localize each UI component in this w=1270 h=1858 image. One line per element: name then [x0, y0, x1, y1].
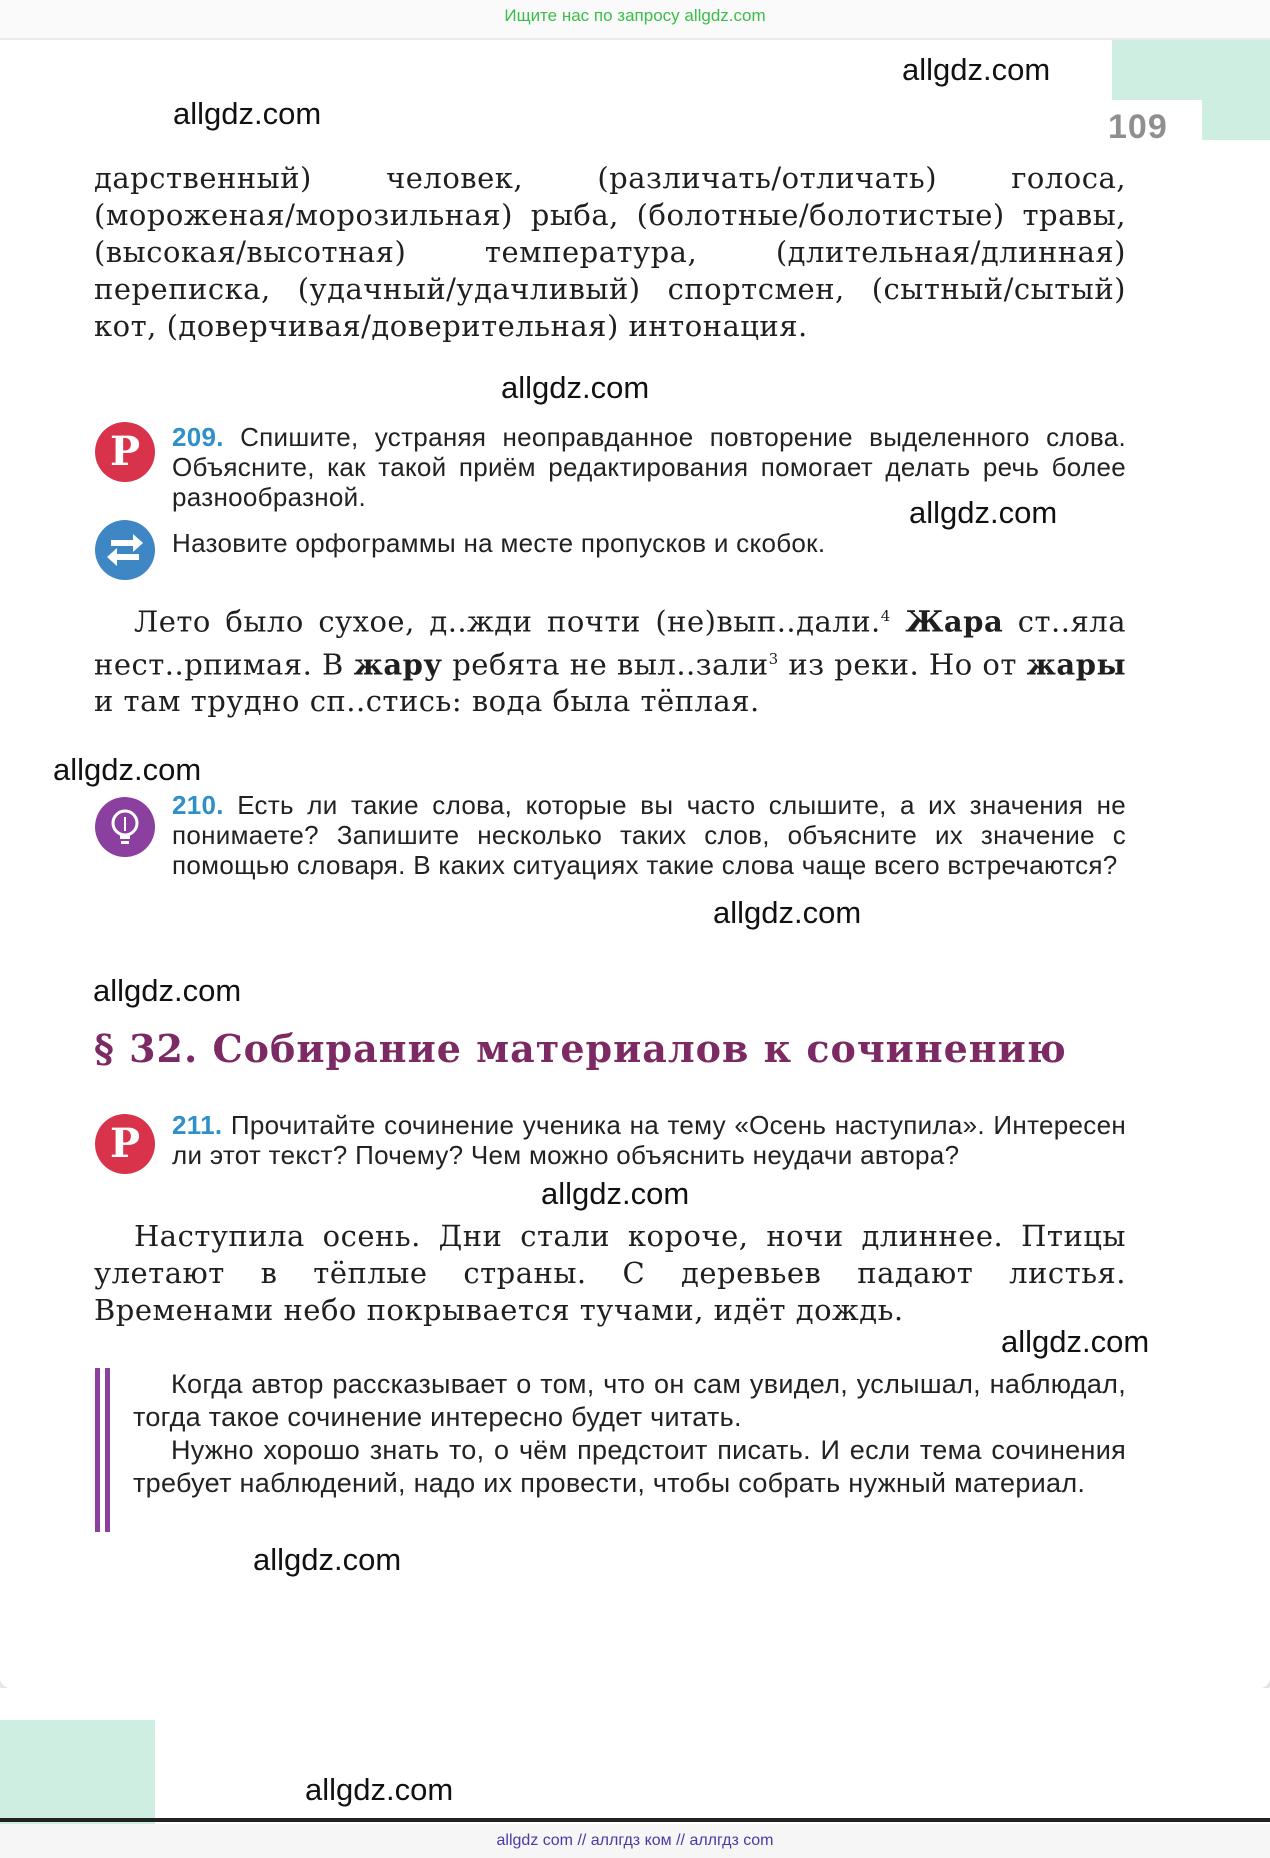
- top-banner[interactable]: [0, 0, 1270, 38]
- lightbulb-icon: [95, 797, 155, 857]
- essay-text: Наступила осень. Дни стали короче, ночи длиннее. Птицы улетают в тёплые страны. С деревьев падают листья. Временами небо покрывается тучами, идёт дождь.: [94, 1219, 1126, 1327]
- intro-paragraph: дарственный) человек, (различать/отличать) голоса, (мороженая/морозильная) рыба, (болотные/болотистые) травы, (высокая/высотная) температура, (длительная/длинная) переписка, (удачный/удачливый) спортсмен, (сытный/сытый) кот, (доверчивая/доверительная) интонация.: [94, 161, 1126, 343]
- footer[interactable]: [0, 1824, 1270, 1858]
- task-210-number: 210.: [172, 790, 224, 820]
- task-209-subtext: Назовите орфограммы на месте пропусков и скобок.: [172, 528, 826, 558]
- redaction-p-icon: Р: [95, 1114, 155, 1174]
- watermark: allgdz.com: [902, 52, 1051, 87]
- rule-bar: [105, 1368, 110, 1532]
- exercise-text: Лето было сухое, д..жди почти (не)вып..дали.$^4$ Жара ст..яла нест..рпимая. В жару ребята не выл..зали$^3$ из реки. Но от жары и там трудно сп..стись: вода была тёплая.: [94, 604, 1127, 719]
- task-209-text: Спишите, устраняя неоправданное повторение выделенного слова. Объясните, как такой приём редактирования помогает делать речь более разнообразной.: [172, 422, 1126, 512]
- repeat-arrows-icon: [95, 520, 155, 580]
- next-page-tab: [0, 1720, 155, 1833]
- rule-bar: [95, 1368, 100, 1532]
- watermark: allgdz.com: [1001, 1324, 1150, 1359]
- watermark: allgdz.com: [173, 96, 322, 131]
- watermark: allgdz.com: [253, 1542, 402, 1577]
- task-211-number: 211.: [172, 1110, 223, 1140]
- page-number: 109: [1108, 108, 1168, 146]
- next-page-strip: [0, 1688, 1270, 1833]
- footer-text: allgdz com // аллгдз ком // аллгдз com: [496, 1832, 774, 1849]
- watermark: allgdz.com: [713, 895, 862, 930]
- task-211-text: Прочитайте сочинение ученика на тему «Осень наступила». Интересен ли этот текст? Почему? Чем можно объяснить неудачи автора?: [172, 1110, 1126, 1170]
- watermark: allgdz.com: [541, 1176, 690, 1211]
- task-210: [172, 790, 1126, 880]
- watermark: allgdz.com: [53, 752, 202, 787]
- watermark: allgdz.com: [305, 1772, 454, 1807]
- watermark: allgdz.com: [93, 973, 242, 1008]
- task-211: [172, 1110, 1126, 1170]
- top-banner-text: Ищите нас по запросу allgdz.com: [504, 6, 766, 25]
- task-210-text: Есть ли такие слова, которые вы часто слышите, а их значения не понимаете? Запишите несколько таких слов, объясните их значение с помощью словаря. В каких ситуациях такие слова чаще всего встречаются?: [172, 790, 1127, 880]
- section-heading: § 32. Собирание материалов к сочинению: [94, 1026, 1067, 1071]
- rule-p1: Когда автор рассказывает о том, что он сам увидел, услышал, наблюдал, тогда такое сочинение интересно будет читать.: [133, 1369, 1126, 1432]
- rule-p2: Нужно хорошо знать то, о чём предстоит писать. И если тема сочинения требует наблюдений, надо их провести, чтобы собрать нужный материал.: [133, 1435, 1126, 1498]
- watermark: allgdz.com: [909, 495, 1058, 530]
- rule-box: [133, 1368, 1126, 1500]
- watermark: allgdz.com: [501, 370, 650, 405]
- task-209-number: 209.: [172, 422, 224, 452]
- redaction-p-icon: Р: [95, 422, 155, 482]
